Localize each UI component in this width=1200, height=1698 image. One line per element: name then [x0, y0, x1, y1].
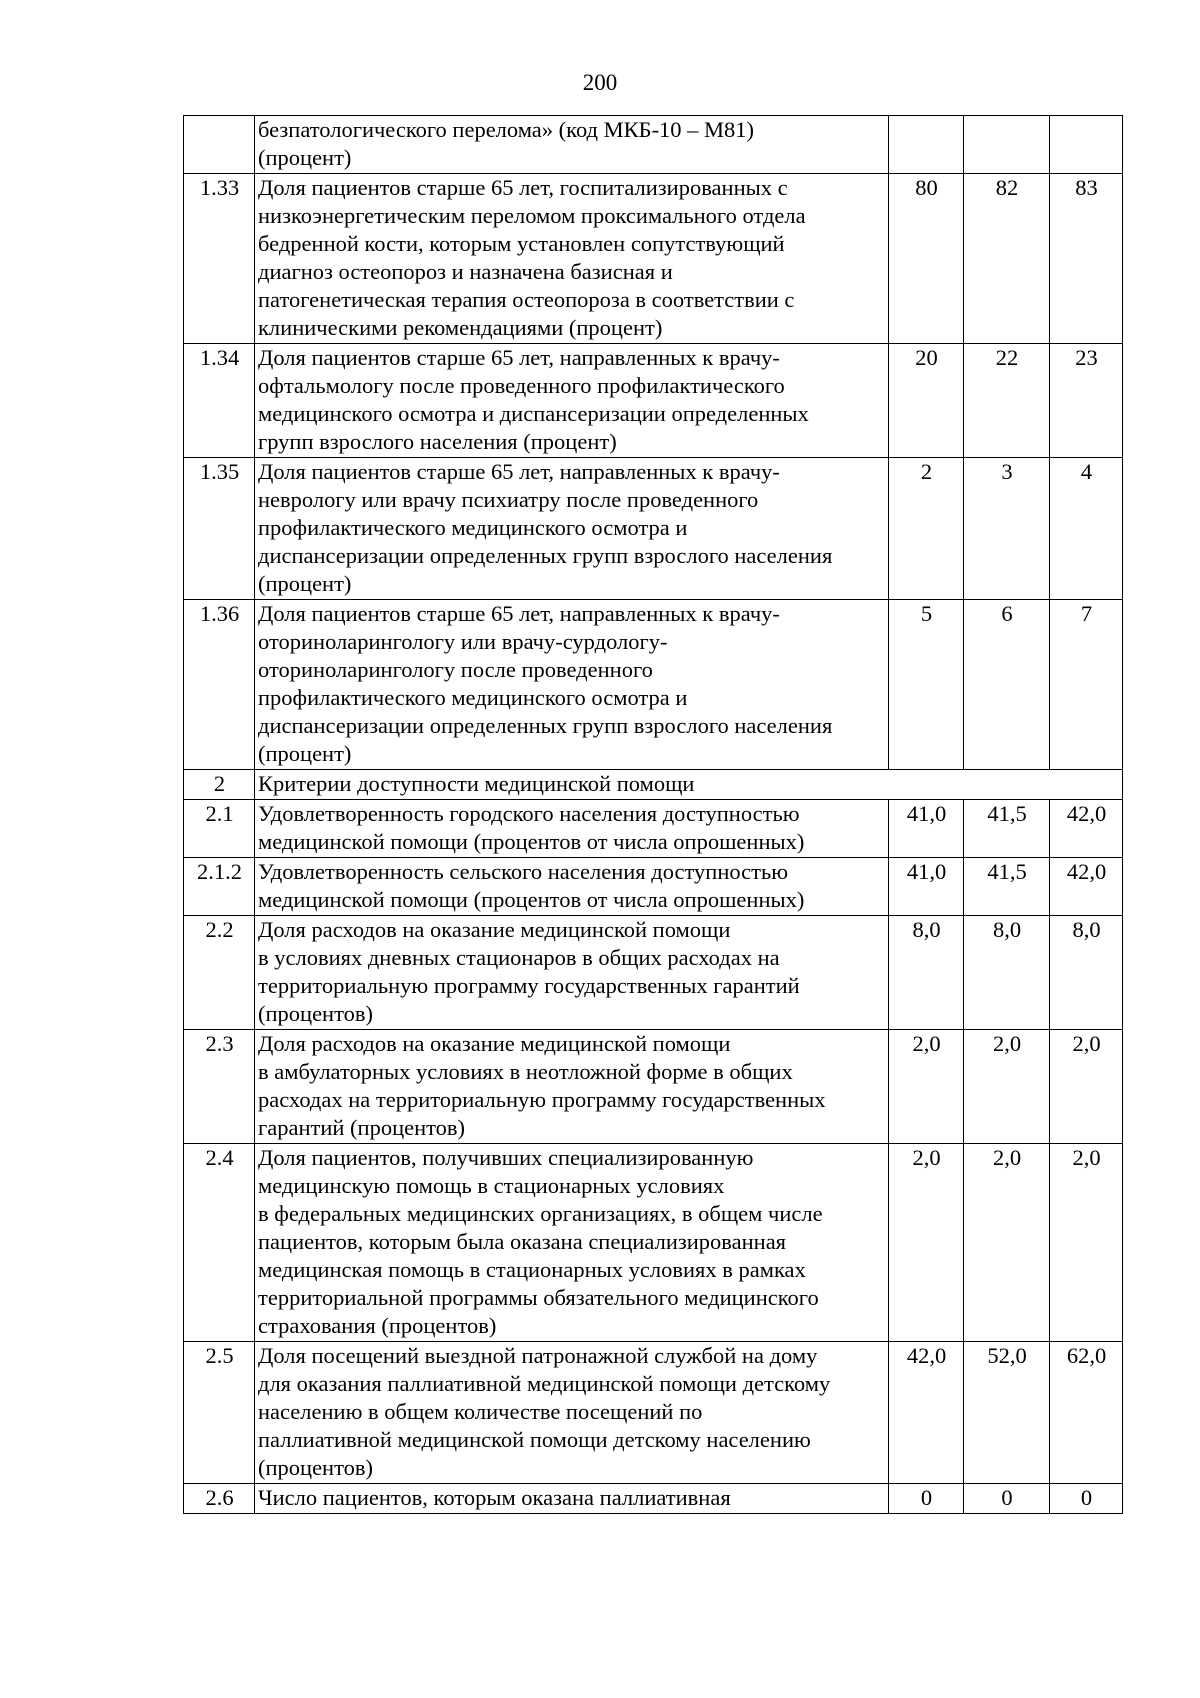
row-number: 1.34	[184, 344, 255, 458]
table-row	[184, 1144, 1123, 1342]
row-number: 2.2	[184, 916, 255, 1030]
row-number	[184, 116, 255, 174]
row-description: Удовлетворенность сельского населения доступностью медицинской помощи (процентов от числа опрошенных)	[255, 858, 889, 916]
table-row	[184, 800, 1123, 858]
row-value-3: 2,0	[1050, 1030, 1123, 1144]
row-value-3: 8,0	[1050, 916, 1123, 1030]
row-description: Удовлетворенность городского населения доступностью медицинской помощи (процентов от числа опрошенных)	[255, 800, 889, 858]
row-number: 2.1	[184, 800, 255, 858]
row-value-1: 80	[889, 174, 964, 344]
row-description: Доля расходов на оказание медицинской помощи в амбулаторных условиях в неотложной форме в общих расходах на территориальную программу государственных гарантий (процентов)	[255, 1030, 889, 1144]
row-number: 2.6	[184, 1484, 255, 1514]
section-number: 2	[184, 770, 255, 800]
row-value-3: 83	[1050, 174, 1123, 344]
row-number: 2.4	[184, 1144, 255, 1342]
row-value-3: 42,0	[1050, 800, 1123, 858]
row-number: 2.3	[184, 1030, 255, 1144]
table-row	[184, 458, 1123, 600]
row-value-3: 0	[1050, 1484, 1123, 1514]
row-number: 1.35	[184, 458, 255, 600]
row-value-1: 41,0	[889, 800, 964, 858]
row-value-2: 82	[964, 174, 1050, 344]
row-description: Доля посещений выездной патронажной службой на дому для оказания паллиативной медицинской помощи детскому населению в общем количестве посещений по паллиативной медицинской помощи детскому населению (процентов)	[255, 1342, 889, 1484]
row-value-2	[964, 116, 1050, 174]
row-value-2: 41,5	[964, 858, 1050, 916]
row-value-3: 4	[1050, 458, 1123, 600]
row-value-1: 2	[889, 458, 964, 600]
row-description: безпатологического перелома» (код МКБ-10 – М81) (процент)	[255, 116, 889, 174]
row-value-2: 6	[964, 600, 1050, 770]
row-description: Число пациентов, которым оказана паллиативная	[255, 1484, 889, 1514]
row-description: Доля пациентов старше 65 лет, направленных к врачу- неврологу или врачу психиатру после проведенного профилактического медицинского осмотра и диспансеризации определенных групп взрослого населения (процент)	[255, 458, 889, 600]
row-value-2: 8,0	[964, 916, 1050, 1030]
indicators-table	[183, 115, 1123, 1514]
row-value-1	[889, 116, 964, 174]
row-description: Доля расходов на оказание медицинской помощи в условиях дневных стационаров в общих расходах на территориальную программу государственных гарантий (процентов)	[255, 916, 889, 1030]
row-number: 1.33	[184, 174, 255, 344]
row-value-3: 62,0	[1050, 1342, 1123, 1484]
row-value-2: 22	[964, 344, 1050, 458]
row-value-1: 5	[889, 600, 964, 770]
row-value-2: 52,0	[964, 1342, 1050, 1484]
table-row	[184, 600, 1123, 770]
table-row	[184, 1030, 1123, 1144]
table-row	[184, 116, 1123, 174]
row-value-1: 42,0	[889, 1342, 964, 1484]
table-row	[184, 1342, 1123, 1484]
section-row	[184, 770, 1123, 800]
row-value-2: 41,5	[964, 800, 1050, 858]
row-number: 1.36	[184, 600, 255, 770]
row-description: Доля пациентов старше 65 лет, направленных к врачу- офтальмологу после проведенного профилактического медицинского осмотра и диспансеризации определенных групп взрослого населения (процент)	[255, 344, 889, 458]
row-description: Доля пациентов, получивших специализированную медицинскую помощь в стационарных условиях в федеральных медицинских организациях, в общем числе пациентов, которым была оказана специализированная медицинская помощь в стационарных условиях в рамках территориальной программы обязательного медицинского страхования (процентов)	[255, 1144, 889, 1342]
row-value-3	[1050, 116, 1123, 174]
row-value-2: 0	[964, 1484, 1050, 1514]
row-description: Доля пациентов старше 65 лет, направленных к врачу- оториноларингологу или врачу-сурдологу- оториноларингологу после проведенного профилактического медицинского осмотра и диспансеризации определенных групп взрослого населения (процент)	[255, 600, 889, 770]
page-number: 200	[582, 70, 618, 95]
row-value-3: 23	[1050, 344, 1123, 458]
table-row	[184, 858, 1123, 916]
table-row	[184, 344, 1123, 458]
row-value-2: 2,0	[964, 1144, 1050, 1342]
row-value-1: 41,0	[889, 858, 964, 916]
table-row	[184, 174, 1123, 344]
row-value-3: 42,0	[1050, 858, 1123, 916]
row-number: 2.5	[184, 1342, 255, 1484]
row-value-2: 3	[964, 458, 1050, 600]
table-row	[184, 1484, 1123, 1514]
row-number: 2.1.2	[184, 858, 255, 916]
row-value-1: 8,0	[889, 916, 964, 1030]
row-value-2: 2,0	[964, 1030, 1050, 1144]
row-value-3: 7	[1050, 600, 1123, 770]
table-row	[184, 916, 1123, 1030]
row-value-1: 2,0	[889, 1030, 964, 1144]
row-value-1: 0	[889, 1484, 964, 1514]
row-description: Доля пациентов старше 65 лет, госпитализированных с низкоэнергетическим переломом проксимального отдела бедренной кости, которым установлен сопутствующий диагноз остеопороз и назначена базисная и патогенетическая терапия остеопороза в соответствии с клиническими рекомендациями (процент)	[255, 174, 889, 344]
section-title: Критерии доступности медицинской помощи	[255, 770, 1123, 800]
row-value-1: 20	[889, 344, 964, 458]
row-value-1: 2,0	[889, 1144, 964, 1342]
row-value-3: 2,0	[1050, 1144, 1123, 1342]
